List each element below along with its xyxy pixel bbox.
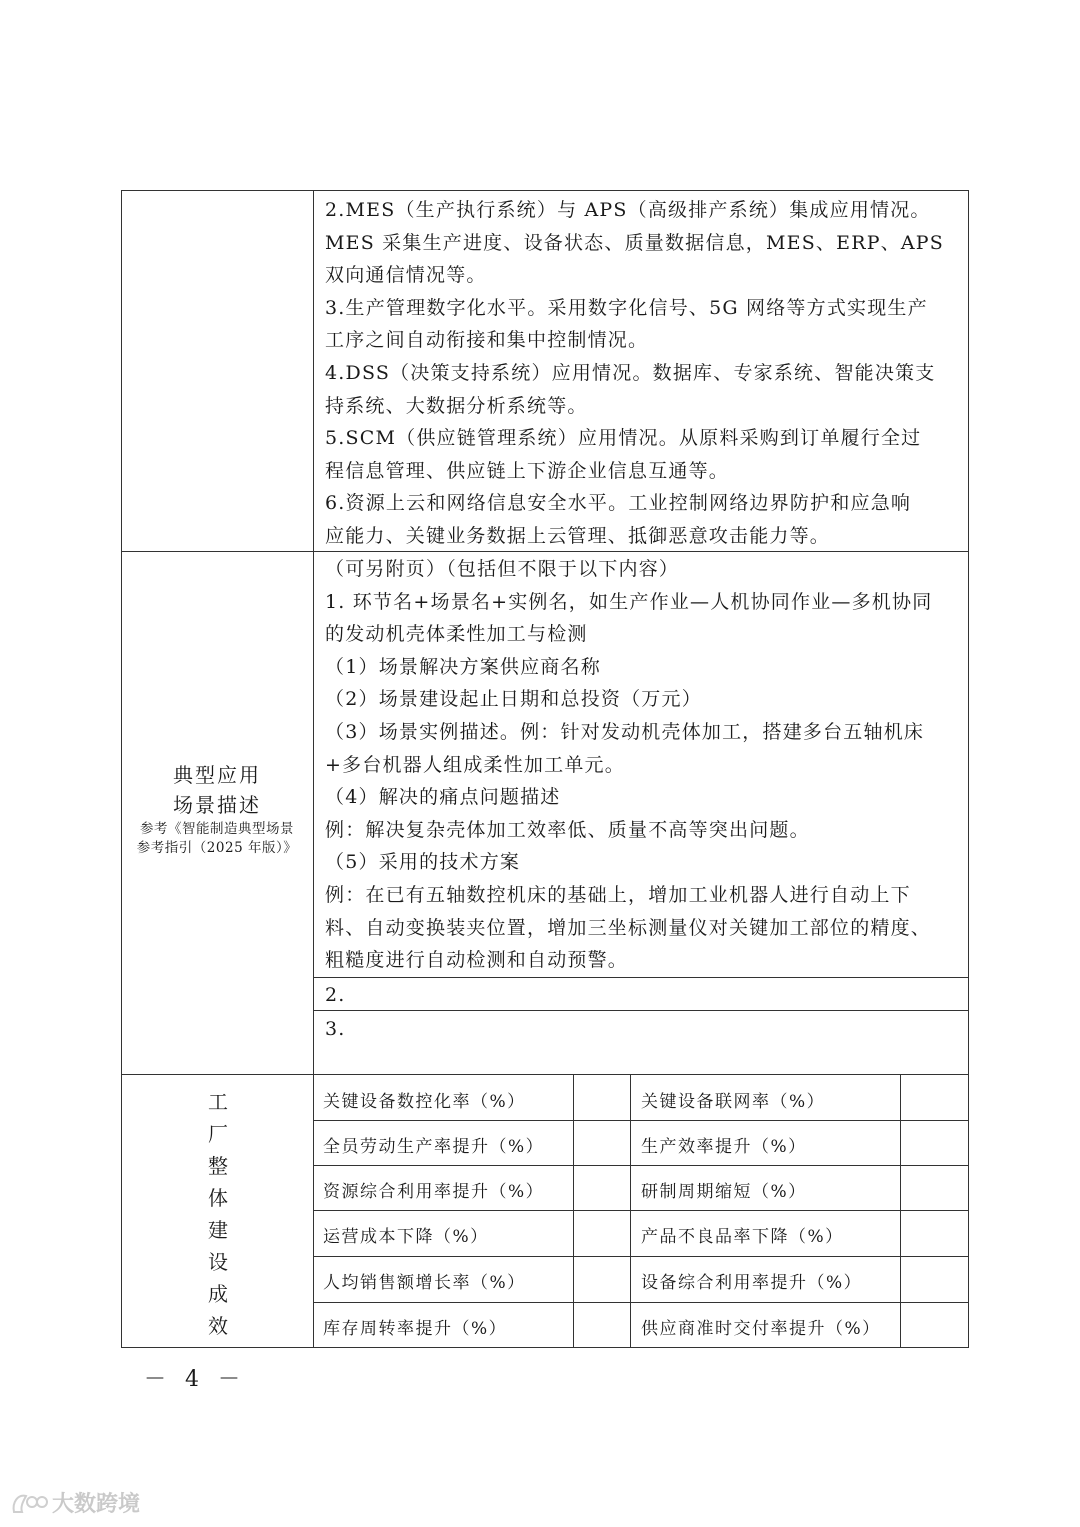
text-line: +多台机器人组成柔性加工单元。	[325, 753, 625, 776]
title-char: 建	[208, 1218, 228, 1242]
metrics-row-divider	[313, 1210, 969, 1211]
metric-label: 资源综合利用率提升（%）	[323, 1182, 545, 1202]
metric-label: 库存周转率提升（%）	[323, 1319, 508, 1339]
text-line: 例：在已有五轴数控机床的基础上，增加工业机器人进行自动上下	[325, 883, 911, 906]
label-line: 场景描述	[173, 793, 261, 817]
text-line: （2）场景建设起止日期和总投资（万元）	[325, 688, 702, 711]
text-line: 料、自动变换装夹位置，增加三坐标测量仪对关键加工部位的精度、	[325, 916, 932, 939]
row-divider-2	[121, 1074, 969, 1075]
text-line: 持系统、大数据分析系统等。	[325, 394, 588, 417]
metric-label: 供应商准时交付率提升（%）	[641, 1319, 881, 1339]
metrics-row-divider	[313, 1120, 969, 1121]
metrics-row-divider	[313, 1302, 969, 1303]
text-line: （3）场景实例描述。例：针对发动机壳体加工，搭建多台五轴机床	[325, 720, 925, 743]
text-line: 2.MES（生产执行系统）与 APS（高级排产系统）集成应用情况。	[325, 199, 931, 221]
reference-note: 参考指引（2025 年版）》	[136, 840, 298, 856]
scenario-description	[325, 553, 932, 977]
metric-label: 设备综合利用率提升（%）	[641, 1273, 863, 1293]
text-line: （1）场景解决方案供应商名称	[325, 655, 601, 678]
metrics-row-divider	[313, 1165, 969, 1166]
text-line: MES 采集生产进度、设备状态、质量数据信息，MES、ERP、APS	[325, 231, 945, 254]
page-number: － 4 －	[144, 1367, 246, 1392]
text-line: 程信息管理、供应链上下游企业信息互通等。	[325, 459, 730, 482]
text-line: 粗糙度进行自动检测和自动预警。	[325, 949, 629, 972]
title-char: 整	[208, 1154, 228, 1178]
metric-label: 关键设备联网率（%）	[641, 1092, 826, 1112]
scenario-label	[122, 760, 312, 858]
watermark	[10, 1487, 140, 1518]
metric-label: 关键设备数控化率（%）	[323, 1092, 526, 1112]
text-line: 例：解决复杂壳体加工效率低、质量不高等突出问题。	[325, 818, 810, 841]
text-line: 3.生产管理数字化水平。采用数字化信号、5G 网络等方式实现生产	[325, 296, 928, 319]
title-char: 体	[208, 1186, 228, 1210]
column-divider	[313, 190, 314, 1348]
metrics-row-divider	[313, 1256, 969, 1257]
reference-note: 参考《智能制造典型场景	[140, 821, 294, 837]
watermark-logo-icon	[10, 1488, 48, 1518]
title-char: 设	[208, 1250, 228, 1274]
title-char: 厂	[208, 1122, 228, 1146]
row-divider-item3	[313, 1010, 969, 1011]
text-line: （5）采用的技术方案	[325, 851, 521, 874]
text-line: 4.DSS（决策支持系统）应用情况。数据库、专家系统、智能决策支	[325, 361, 936, 384]
row-divider-item2	[313, 977, 969, 978]
title-char: 效	[208, 1314, 228, 1338]
text-line: 5.SCM（供应链管理系统）应用情况。从原料采购到订单履行全过	[325, 427, 922, 450]
metric-label: 生产效率提升（%）	[641, 1137, 807, 1157]
metric-label: 人均销售额增长率（%）	[323, 1273, 526, 1293]
label-line: 典型应用	[173, 763, 261, 787]
text-line: （4）解决的痛点问题描述	[325, 786, 561, 809]
text-line: 的发动机壳体柔性加工与检测	[325, 623, 588, 646]
factory-results-label	[190, 1086, 246, 1342]
text-line: 应能力、关键业务数据上云管理、抵御恶意攻击能力等。	[325, 524, 831, 547]
text-line: 6.资源上云和网络信息安全水平。工业控制网络边界防护和应急响	[325, 492, 912, 515]
scenario-item-3: 3.	[325, 1018, 346, 1040]
metric-label: 产品不良品率下降（%）	[641, 1227, 844, 1247]
metrics-col-divider-1	[573, 1074, 574, 1348]
metric-label: 全员劳动生产率提升（%）	[323, 1137, 545, 1157]
metrics-col-divider-2	[630, 1074, 631, 1348]
metric-label: 运营成本下降（%）	[323, 1227, 489, 1247]
metrics-col-divider-3	[900, 1074, 901, 1348]
text-line: （可另附页）（包括但不限于以下内容）	[325, 558, 680, 580]
metric-label: 研制周期缩短（%）	[641, 1182, 807, 1202]
text-line: 工序之间自动衔接和集中控制情况。	[325, 329, 649, 352]
title-char: 工	[208, 1090, 228, 1114]
watermark-text: 大数跨境	[52, 1492, 141, 1517]
scenario-item-2: 2.	[325, 984, 346, 1006]
text-line: 1. 环节名+场景名+实例名，如生产作业—人机协同作业—多机协同	[325, 590, 933, 613]
title-char: 成	[208, 1282, 228, 1306]
text-line: 双向通信情况等。	[325, 264, 487, 287]
system-integration-text	[325, 194, 944, 553]
